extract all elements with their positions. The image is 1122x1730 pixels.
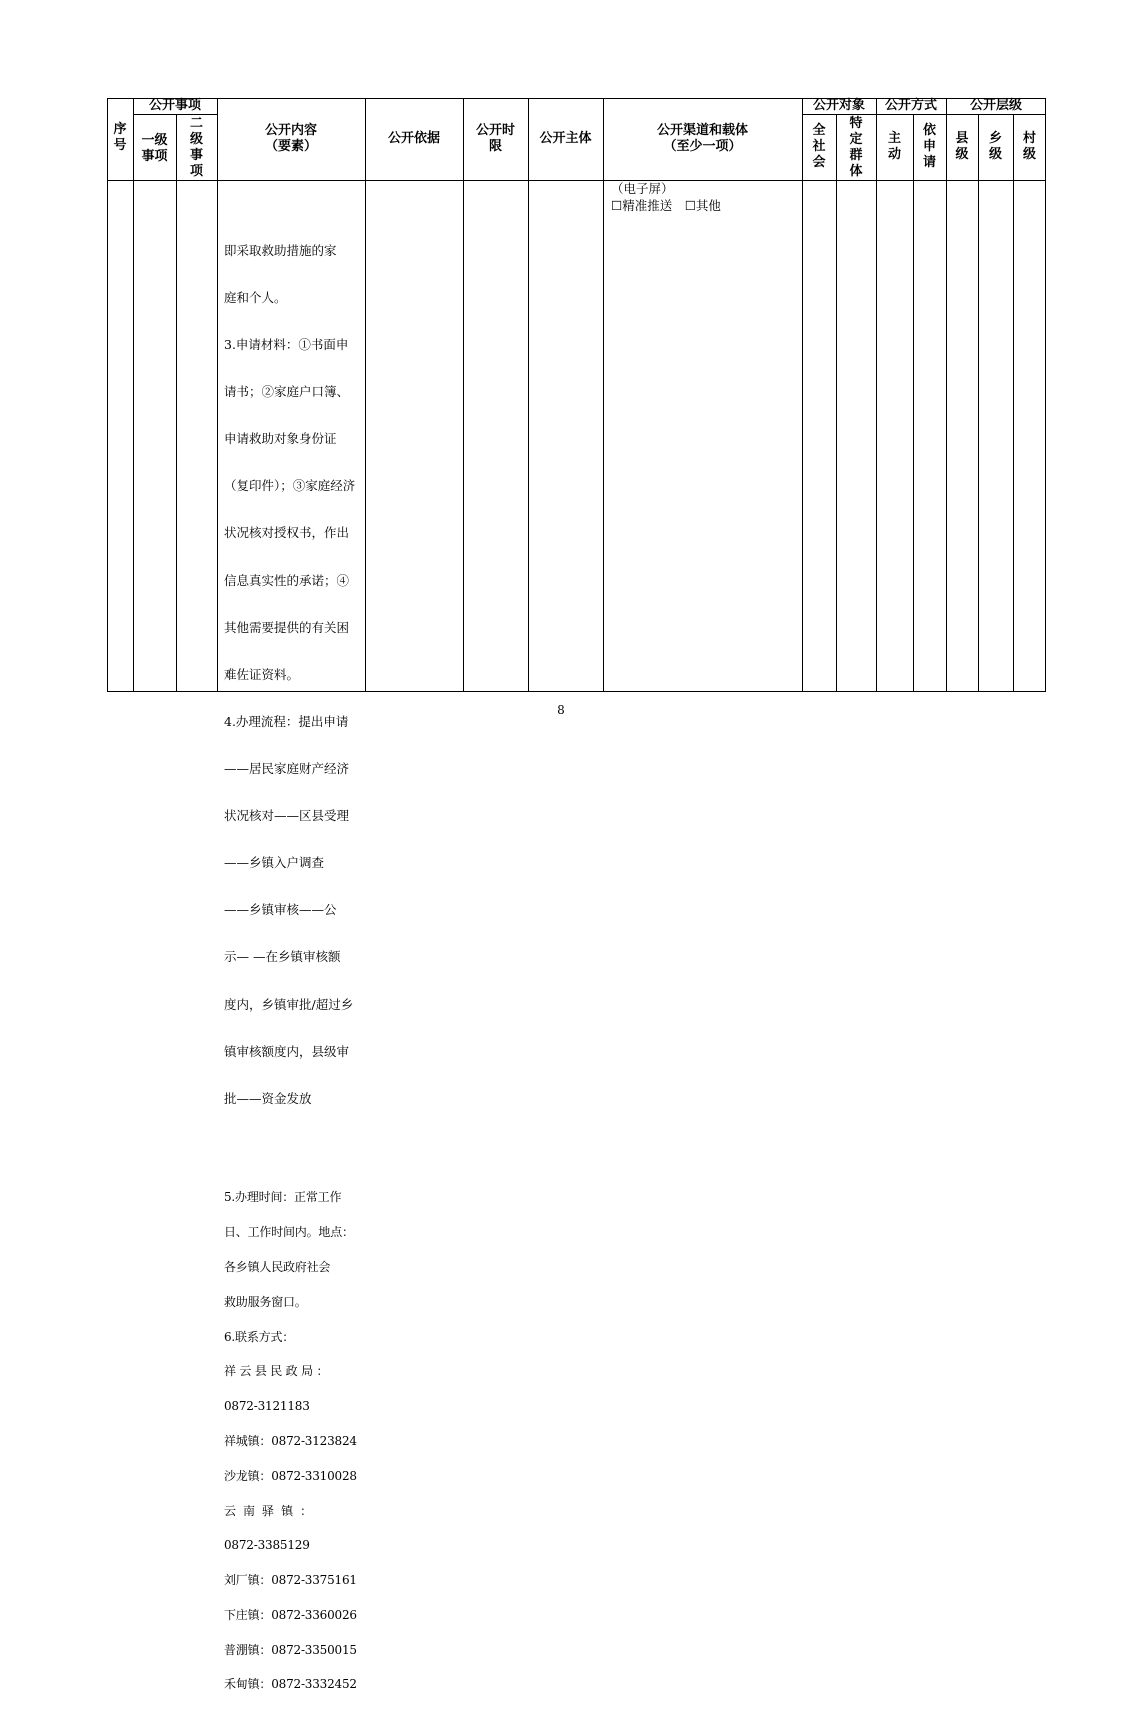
- content-line: 其他需要提供的有关困: [224, 619, 350, 635]
- header-xiangji: 乡 级: [988, 131, 1002, 162]
- col-divider: [876, 98, 877, 692]
- content-line: 5.办理时间：正常工作: [224, 1190, 342, 1205]
- channel-checkbox-options: ☐精准推送 ☐其他: [611, 198, 721, 213]
- content-line: ——居民家庭财产经济: [224, 761, 350, 777]
- page-number: 8: [557, 703, 565, 717]
- header-gongkai-yiju: 公开依据: [387, 131, 440, 146]
- content-line: ——乡镇审核——公: [224, 902, 337, 918]
- col-divider: [836, 114, 837, 692]
- row-divider: [802, 114, 1046, 115]
- contact-lines: [224, 1169, 369, 1714]
- col-divider: [463, 98, 464, 692]
- col-divider: [913, 114, 914, 692]
- content-line: 批——资金发放: [224, 1090, 312, 1106]
- content-line: 申请救助对象身份证: [224, 431, 337, 447]
- content-line: 示— —在乡镇审核额: [224, 949, 341, 965]
- content-line: 祥 云 县 民 政 局 ：: [224, 1364, 329, 1379]
- col-divider: [946, 98, 947, 692]
- content-line: 即采取救助措施的家: [224, 242, 337, 258]
- col-divider: [528, 98, 529, 692]
- content-line: 沙龙镇：0872-3310028: [224, 1468, 357, 1483]
- col-divider: [978, 114, 979, 692]
- disclosure-content-cell: [224, 180, 369, 1730]
- channel-line: （电子屏）: [611, 181, 674, 196]
- content-line: 状况核对——区县受理: [224, 808, 350, 824]
- header-gongkai-zhuti: 公开主体: [539, 131, 592, 146]
- content-line: 刘厂镇：0872-3375161: [224, 1573, 357, 1588]
- header-fangshi: 公开方式: [884, 98, 937, 113]
- header-gongkai-shixian: 公开时 限: [475, 123, 515, 154]
- content-line: 救助服务窗口。: [224, 1294, 307, 1309]
- row-divider: [133, 114, 217, 115]
- content-line: 3.申请材料：①书面申: [224, 337, 349, 353]
- content-line: 祥城镇：0872-3123824: [224, 1433, 357, 1448]
- content-line: 难佐证资料。: [224, 666, 300, 682]
- col-divider: [217, 98, 218, 692]
- col-divider: [603, 98, 604, 692]
- header-yi-shenqing: 依 申 请: [922, 123, 936, 170]
- content-lines: [224, 211, 369, 1137]
- content-line: 云 南 驿 镇 ：: [224, 1503, 312, 1518]
- content-line: 6.联系方式：: [224, 1329, 295, 1344]
- content-line: 下庄镇：0872-3360026: [224, 1607, 357, 1622]
- header-xuhao: 序 号: [113, 122, 127, 153]
- col-divider: [1013, 114, 1014, 692]
- channel-cell: [611, 180, 721, 214]
- col-divider: [802, 98, 803, 692]
- content-line: 信息真实性的承诺；④: [224, 572, 350, 588]
- header-gongkai-neirong: 公开内容 （要素）: [264, 123, 317, 154]
- header-cengji: 公开层级: [969, 98, 1022, 113]
- content-line: 4.办理流程：提出申请: [224, 713, 349, 729]
- content-line: 0872-3385129: [224, 1538, 310, 1553]
- col-divider: [176, 114, 177, 692]
- header-gongkai-shixiang: 公开事项: [148, 98, 201, 113]
- content-line: 状况核对授权书，作出: [224, 525, 350, 541]
- content-line: 0872-3121183: [224, 1399, 310, 1414]
- header-zhudong: 主 动: [887, 131, 901, 162]
- header-yiji: 一级 事项: [141, 133, 168, 164]
- content-line: 禾甸镇：0872-3332452: [224, 1677, 357, 1692]
- col-divider: [133, 98, 134, 692]
- header-cunji: 村 级: [1022, 131, 1036, 162]
- content-line: ——乡镇入户调查: [224, 855, 325, 871]
- content-line: 镇审核额度内，县级审: [224, 1043, 350, 1059]
- content-line: 请书；②家庭户口簿、: [224, 384, 350, 400]
- content-line: 庭和个人。: [224, 289, 287, 305]
- header-xianji: 县 级: [955, 131, 969, 162]
- content-line: （复印件）；③家庭经济: [224, 478, 356, 494]
- header-qudao: 公开渠道和载体 （至少一项）: [656, 123, 748, 154]
- content-line: 普淜镇：0872-3350015: [224, 1642, 357, 1657]
- header-erji: 二 级 事 项: [189, 116, 203, 179]
- header-duixiang: 公开对象: [812, 98, 865, 113]
- header-quan-shehui: 全 社 会: [812, 123, 826, 170]
- header-teding-qunti: 特 定 群 体: [849, 116, 863, 179]
- content-line: 日、工作时间内。地点：: [224, 1225, 354, 1240]
- content-line: 度内，乡镇审批/超过乡: [224, 996, 354, 1012]
- content-line: 各乡镇人民政府社会: [224, 1260, 331, 1275]
